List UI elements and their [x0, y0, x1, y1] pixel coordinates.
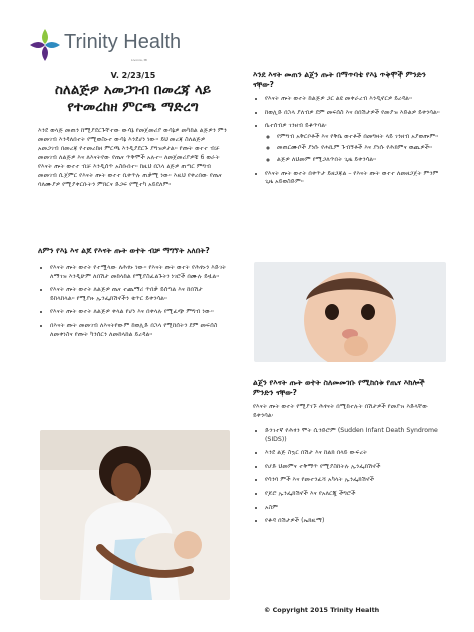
trinity-logo-icon — [28, 27, 62, 63]
section-heading-why-breastfeed: ለምን የእኔ እና ልጆ የእናት ጡት ወተት ብቻ ማግኘት አለበት? — [38, 246, 210, 255]
document-title: ስለልጅዎ አመጋገብ በመረጃ ላይ የተመረከዘ ምርጫ ማድረግ — [55, 82, 211, 115]
sub-list-item: ◦ የምግብ አቅርቦቶች እና የቅቤ ወተቶች በመግዛት ላይ ገንዘብ አያወጡም። — [277, 133, 445, 142]
list-item: • ድንገተኛ የሕፃን ሞት ሲንድሮም (Sudden Infant Death Syndrome (SIDS)) — [265, 427, 445, 444]
list-item: • የሳንባ ምች እና የመተንፈሻ አካላት ኢንፌክሽኖች — [265, 476, 445, 485]
list-item: • የቆዳ በሽታዎች (ኤክዚማ) — [265, 517, 445, 526]
list-item: • የእናት ጡት ወተት ለልጅዎ ጤና ተጨማሪ ጥበቃ ይሰጣል እና ከበሽታ ይከላከላል። የሚያዙ ኢንፌክሽኖችን ቁጥር ይቀንሳል። — [50, 286, 228, 303]
list-item — [265, 122, 445, 164]
org-location: Livonia, MI — [131, 58, 148, 62]
section-health-risks-intro: የእናት ጡት ወተት የሚያገኙ ሕፃናት በሚከተሉት በሽታዎች የመያዝ እድላቸው ይቀንሳል፡ — [253, 403, 429, 419]
list-item: • የእናት ጡት ወተት በቀጥታ ይዘጋጃል – የእናት ጡት ወተተ ለመዘጋጀት ምንም ጊዜ አይወስድም። — [265, 170, 445, 187]
list-item: • ከወሊድ በኋላ ያለብዎ ደም መፍሰስ እና በበሽታዎች የመያዝ እድልዎ ይቀንሳል። — [265, 109, 445, 118]
section-why-breastfeed-list — [38, 264, 228, 344]
baby-photo — [254, 262, 446, 362]
org-name: Trinity Health — [64, 31, 182, 53]
list-item: • የእናት ጡት ወተት ለልጅዎ ቀላል የሆነ እና በቀላሉ የሚፈጭ ምግብ ነው። — [50, 308, 228, 317]
section-heading-health-risks: ልጄን የእናት ጡት ወተት ስለመመገቡ የሚከሰቱ የጤና እክሎች ምንድን ናቸው? — [253, 378, 425, 397]
list-item: • የሆድ ህመምና ተቅማጥ የሚያስከትሉ ኢንፌክሽኖች — [265, 463, 445, 472]
section-heading-mother-benefits: እንደ እናት መጠን ልጄን ጡት በማጥባቴ የእኔ ጥቅሞች ምንድን ናቸው? — [253, 70, 426, 89]
list-item: • አስም — [265, 504, 445, 513]
list-item: • በእናት ጡት መመገብ ለእናትየውም ከወሊድ በኋላ የሚከሰትን ደም መፍሰስ ለመቀነስና የጡት ካንሰርን ለመከላከል ይረዳል። — [50, 322, 228, 339]
list-item: • የእናት ጡት ወተት ከልጅዎ ጋር ልዩ መቀራረብ እንዲኖርዎ ይረዳል። — [265, 95, 445, 104]
sub-list-item: ◦ ልጅዎ ለህመም የሚጋለጥበት ጊዜ ይቀንሳል። — [277, 156, 445, 165]
sub-list-item: ◦ መጠርሙሶች ያነሱ የሐኪም ጉብኝቶች እና ያነሱ የሕክምና ወጪዎች። — [277, 144, 445, 153]
version-label: V. 2/23/15 — [110, 71, 156, 80]
list-item: • እንደ ልጅ ስኳር በሽታ እና ከልክ በላይ ውፍረት — [265, 449, 445, 458]
intro-paragraph: እንደ ወላጅ መጠን ከሚያደርጉቸተው ውሳኔ የመጀመሪያ ውሳኔዎ መካከል ልጅዎን ምን መመገብ እንዳለበተት የሚወስኑተ ውሳኔ እንደሆነ ነው። ይህ መረጃ ስለልጅዎ አመጋገብ በመረጃ የተመረከዘ ምርጫ እንዲያደርጉ ያግዝዎታል። የጡት ወተተ ብቻ መመገብ ለልጅዎ እና ለእናትየው የጤና ጥቅሞች አሉተ። ለመጀመሪያዎቹ 6 ወራት የእናት ጡት ወተተ ብቻ እንዲሰጥ አስቡበተ። ከዚህ በኋላ ልጅዎ ጠጣር ምግብ መመገብ ሲጀምር የእናት ጡት ወተተ ቢቀጥሉ ጠቃሚ ነው። እዚህ የቀረበው የጤና ባለሙያዎ የሚያቀርቡትን ምክርና ድጋፍ የሚተካ አይደለም። — [38, 127, 227, 188]
list-item: • የእናት ጡት ወተት የተሟላው ለሕፃኑ ነው። የእናት ጡት ወተት የሕፃኑን እድገት ለማገዝ እንዲሁም ለበሽታ መከላከል የሚያስፈልጉትን ነገሮች በሙሉ ይዟል። — [50, 264, 228, 281]
trinity-health-logo — [28, 27, 182, 73]
copyright-notice: © Copyright 2015 Trinity Health — [264, 606, 380, 614]
section-health-risks-list — [253, 427, 445, 531]
mother-breastfeeding-photo — [40, 430, 230, 600]
section-mother-benefits-list — [253, 95, 445, 192]
list-item: • የጆሮ ኢንፌክሽኖች እና የአለርጂ ችግሮች — [265, 490, 445, 499]
list-item-text: ቤተሰብዎ ገንዘብ ይቆጥባል፡ — [265, 122, 327, 130]
